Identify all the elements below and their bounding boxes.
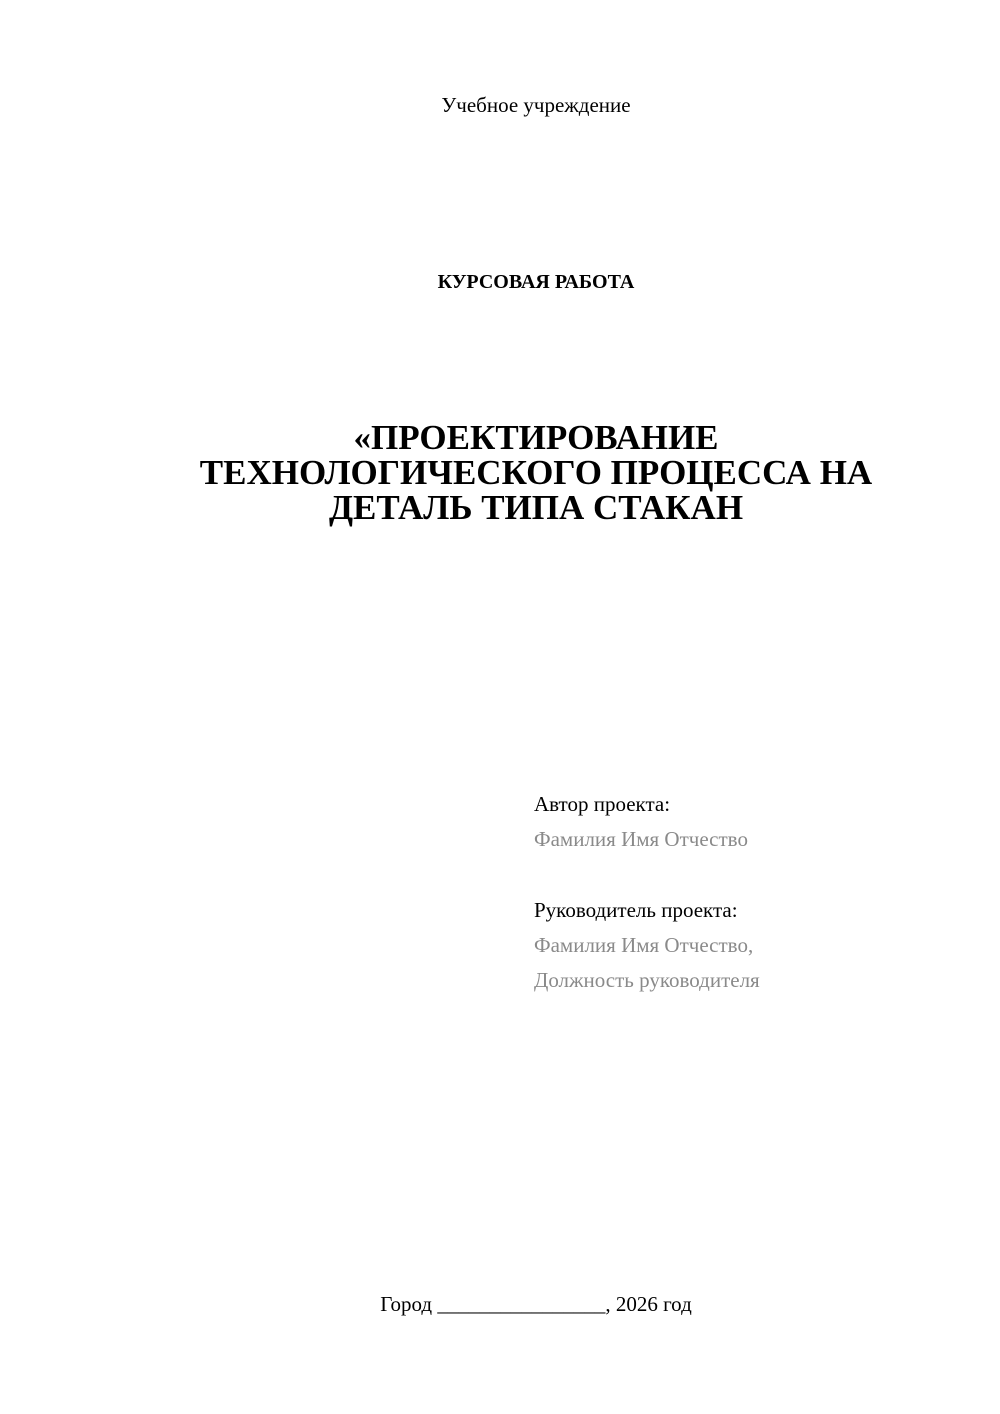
supervisor-name: Фамилия Имя Отчество,: [534, 933, 754, 957]
supervisor-position: Должность руководителя: [534, 968, 760, 992]
author-name: Фамилия Имя Отчество: [534, 827, 748, 851]
info-spacer: [534, 857, 974, 893]
city-year-line: Город ________________, 2026 год: [380, 1292, 692, 1316]
document-title-line-2: ТЕХНОЛОГИЧЕСКОГО ПРОЦЕССА НА: [199, 453, 873, 492]
author-label: Автор проекта:: [534, 792, 671, 816]
document-title: [110, 420, 962, 525]
document-type: КУРСОВАЯ РАБОТА: [437, 271, 635, 293]
document-title-line-3: ДЕТАЛЬ ТИПА СТАКАН: [328, 488, 744, 527]
institution-name: Учебное учреждение: [441, 93, 631, 117]
supervisor-label: Руководитель проекта:: [534, 898, 738, 922]
project-info: [534, 787, 974, 998]
document-title-line-1: «ПРОЕКТИРОВАНИЕ: [353, 418, 719, 457]
